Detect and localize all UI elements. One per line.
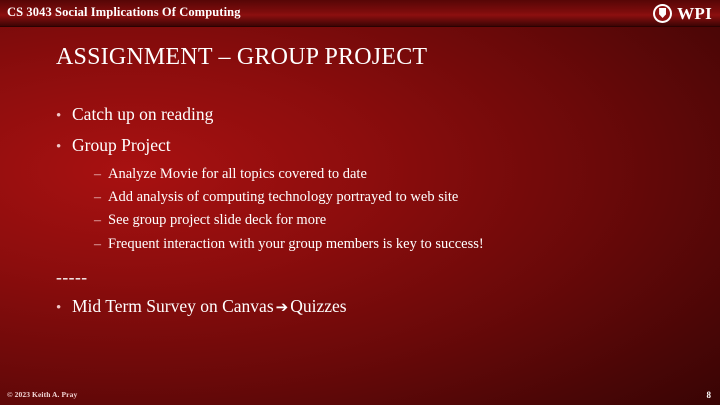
page-title: ASSIGNMENT – GROUP PROJECT [56, 44, 428, 70]
sub-list-item [94, 236, 676, 253]
list-item [56, 135, 676, 155]
sub-list-item-label: See group project slide deck for more [108, 212, 327, 229]
sub-list-item-label: Add analysis of computing technology portrayed to web site [108, 189, 459, 206]
list-item [56, 296, 676, 316]
bullet-icon: • [56, 108, 62, 124]
separator-line: ----- [56, 266, 88, 287]
sub-list-item [94, 189, 676, 206]
copyright-text: © 2023 Keith A. Pray [7, 390, 78, 399]
course-title: CS 3043 Social Implications Of Computing [7, 5, 241, 19]
wpi-logo [653, 1, 712, 25]
slide-body [56, 104, 676, 327]
wpi-seal-icon [653, 4, 672, 23]
list-item-label: Group Project [72, 135, 171, 156]
bullet-icon: • [56, 299, 62, 316]
dash-icon: – [94, 236, 101, 252]
dash-icon: – [94, 167, 101, 183]
dash-icon: – [94, 213, 101, 229]
sub-list-item-label: Frequent interaction with your group members is key to success! [108, 235, 484, 252]
bullet-icon: • [56, 139, 62, 156]
list-item [56, 104, 676, 124]
sub-list-item [94, 212, 676, 229]
list-item-label: Catch up on reading [72, 104, 214, 124]
list-item-label: Mid Term Survey on Canvas [72, 295, 274, 316]
page-number: 8 [706, 390, 711, 400]
list-item-label-suffix: Quizzes [290, 295, 347, 316]
dash-icon: – [94, 190, 101, 206]
sub-list-item [94, 166, 676, 183]
wpi-logo-text: WPI [677, 3, 712, 23]
arrow-right-icon: ➔ [275, 297, 289, 316]
sub-list-item-label: Analyze Movie for all topics covered to date [108, 166, 367, 183]
